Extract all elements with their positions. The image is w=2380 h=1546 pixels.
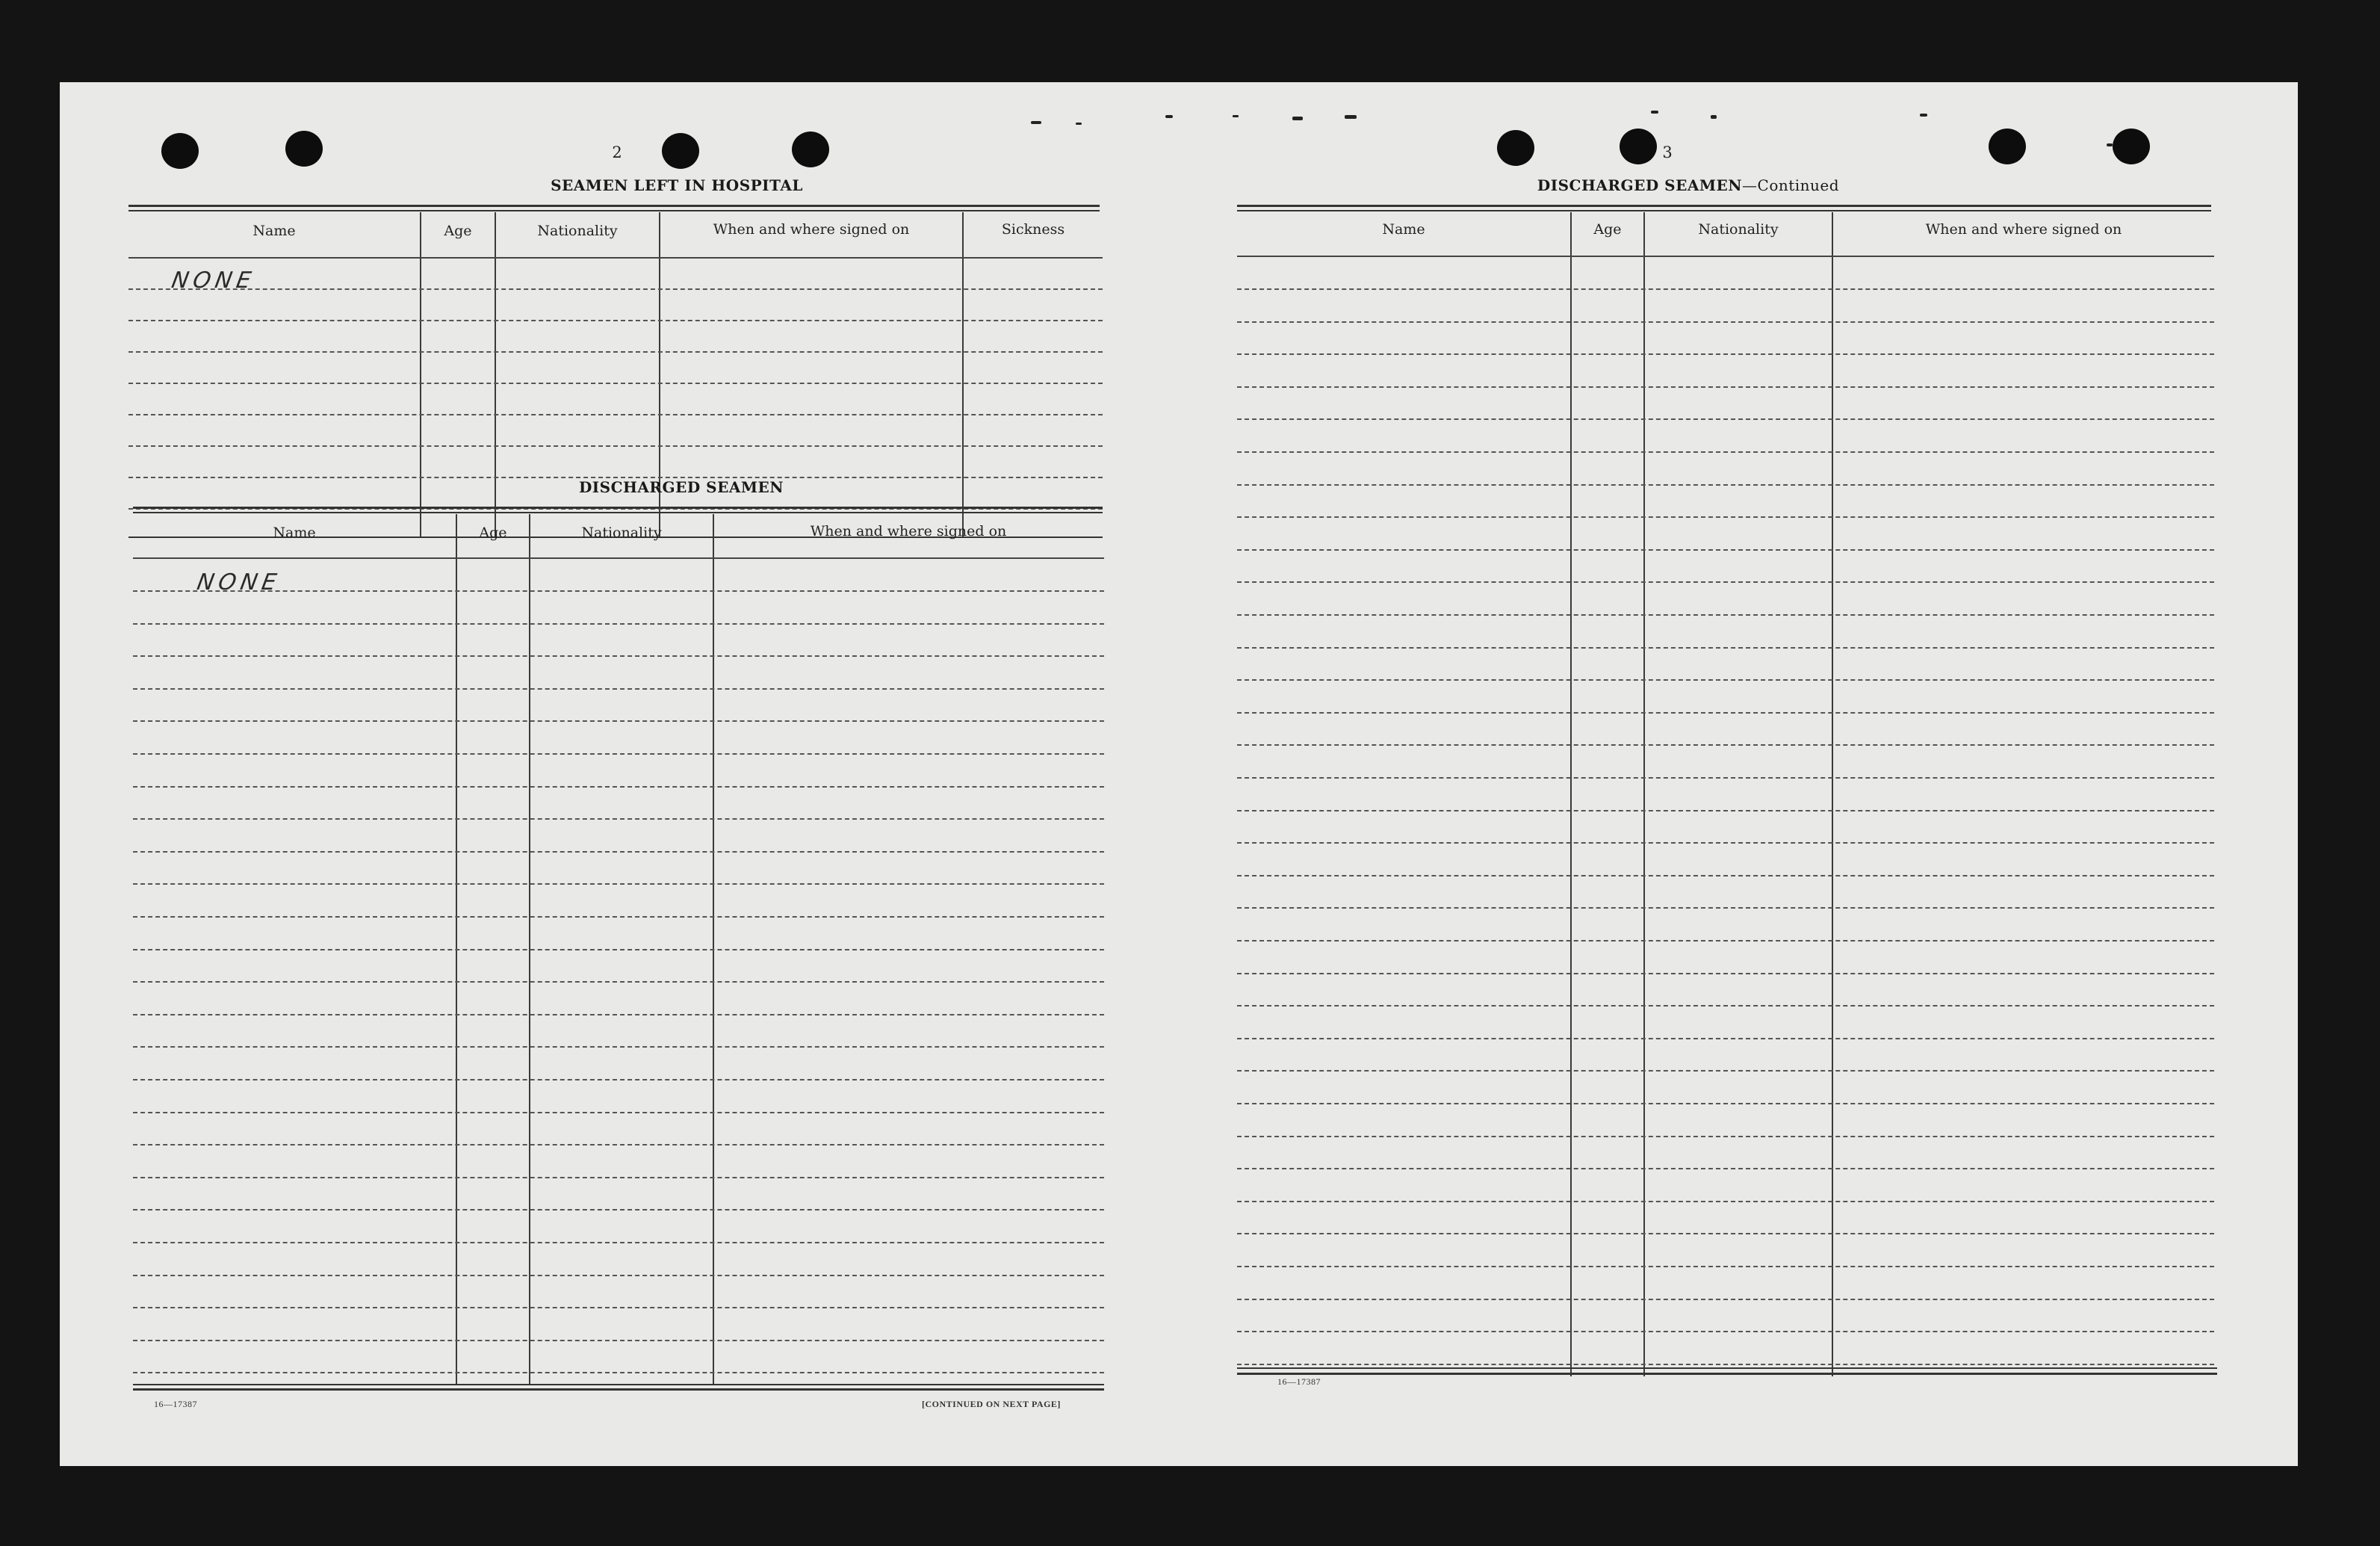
ruled-line <box>133 1014 1104 1015</box>
col-header-age: Age <box>444 223 472 239</box>
handwritten-entry-discharged: NONE <box>194 569 283 596</box>
section-title-discharged: DISCHARGED SEAMEN <box>578 478 784 496</box>
ruled-line <box>1237 581 2214 583</box>
ruled-line <box>133 1372 1104 1373</box>
section-title-discharged-continued <box>1479 176 1897 194</box>
punch-hole <box>662 133 699 169</box>
col-header-nationality: Nationality <box>1698 221 1779 238</box>
ruled-line <box>1237 1364 2214 1365</box>
ruled-line <box>1237 1136 2214 1137</box>
ruled-line <box>1237 353 2214 355</box>
ruled-line <box>1237 484 2214 486</box>
ruled-line <box>1237 1103 2214 1104</box>
ruled-line <box>133 916 1104 918</box>
ruled-line <box>1237 810 2214 811</box>
ruled-line <box>1237 1233 2214 1234</box>
ruled-line <box>133 949 1104 950</box>
col-header-sickness: Sickness <box>1001 221 1065 238</box>
ink-speck <box>1711 115 1717 119</box>
col-header-nationality: Nationality <box>537 223 618 239</box>
ruled-line <box>1237 288 2214 290</box>
ruled-line <box>133 655 1104 657</box>
ruled-line <box>133 883 1104 885</box>
punch-hole <box>161 133 199 169</box>
section-title-suffix: —Continued <box>1742 176 1840 194</box>
ruled-line <box>1237 679 2214 681</box>
punch-hole <box>2113 129 2150 164</box>
ink-speck <box>1165 115 1173 118</box>
ruled-line <box>1237 386 2214 388</box>
ink-speck <box>1233 115 1239 117</box>
page-number-left: 2 <box>612 143 622 161</box>
ruled-line <box>133 851 1104 853</box>
ruled-line <box>1237 549 2214 551</box>
ruled-line <box>1237 907 2214 909</box>
form-number-right: 16—17387 <box>1277 1376 1321 1387</box>
col-header-name: Name <box>252 223 296 239</box>
ruled-line <box>133 1307 1104 1308</box>
continued-note: [CONTINUED ON NEXT PAGE] <box>922 1399 1061 1409</box>
form-number-left: 16—17387 <box>154 1399 197 1409</box>
ruled-line <box>1237 418 2214 420</box>
ruled-line <box>133 786 1104 788</box>
col-header-name: Name <box>1382 221 1425 238</box>
col-header-nationality: Nationality <box>581 525 662 541</box>
ruled-line <box>133 1209 1104 1210</box>
ruled-line <box>1237 842 2214 844</box>
ruled-line <box>1237 1038 2214 1039</box>
col-header-signed-on: When and where signed on <box>810 523 1007 539</box>
ruled-line <box>133 1177 1104 1178</box>
ruled-line <box>1237 777 2214 779</box>
ruled-line <box>133 1112 1104 1113</box>
ruled-line <box>1237 973 2214 974</box>
ruled-line <box>1237 614 2214 616</box>
ink-speck <box>1920 114 1927 117</box>
col-header-signed-on: When and where signed on <box>713 221 910 238</box>
page-number-right: 3 <box>1662 143 1673 161</box>
ink-speck <box>1292 117 1303 120</box>
ruled-line <box>133 1242 1104 1243</box>
ruled-line <box>1237 1299 2214 1300</box>
ruled-line <box>1237 1070 2214 1072</box>
ruled-line <box>133 1340 1104 1341</box>
handwritten-entry-hospital: NONE <box>169 268 258 294</box>
ink-speck <box>1031 121 1041 124</box>
ruled-line <box>1237 940 2214 941</box>
col-header-name: Name <box>273 525 316 541</box>
ruled-line <box>133 623 1104 625</box>
ruled-line <box>1237 321 2214 323</box>
section-title-text: DISCHARGED SEAMEN <box>1537 176 1743 194</box>
ink-speck <box>2107 143 2113 146</box>
col-header-age: Age <box>1593 221 1622 238</box>
punch-hole <box>792 132 829 167</box>
ruled-line <box>1237 712 2214 714</box>
punch-hole <box>285 131 323 167</box>
punch-hole <box>1497 130 1534 166</box>
ruled-line <box>1237 1331 2214 1332</box>
ruled-line <box>1237 1168 2214 1169</box>
ruled-line <box>1237 875 2214 876</box>
col-header-signed-on: When and where signed on <box>1925 221 2122 238</box>
ruled-line <box>133 1275 1104 1276</box>
ruled-line <box>133 1046 1104 1048</box>
ruled-line <box>133 753 1104 755</box>
ruled-line <box>1237 451 2214 453</box>
ruled-line <box>133 688 1104 690</box>
punch-hole <box>1989 129 2026 164</box>
ruled-line <box>1237 647 2214 649</box>
ink-speck <box>1345 115 1357 119</box>
document-sheet <box>60 82 2298 1466</box>
col-header-age: Age <box>479 525 507 541</box>
section-title-hospital: SEAMEN LEFT IN HOSPITAL <box>551 176 803 194</box>
ruled-line <box>1237 516 2214 518</box>
ruled-line <box>133 818 1104 820</box>
ruled-line <box>133 720 1104 722</box>
ink-speck <box>1076 123 1082 125</box>
ruled-line <box>1237 744 2214 746</box>
ruled-line <box>1237 1266 2214 1267</box>
ruled-line <box>1237 1201 2214 1202</box>
ink-speck <box>1651 111 1658 114</box>
ruled-line <box>1237 1005 2214 1007</box>
ruled-line <box>133 981 1104 983</box>
ruled-line <box>133 1079 1104 1080</box>
ruled-line <box>133 1144 1104 1145</box>
